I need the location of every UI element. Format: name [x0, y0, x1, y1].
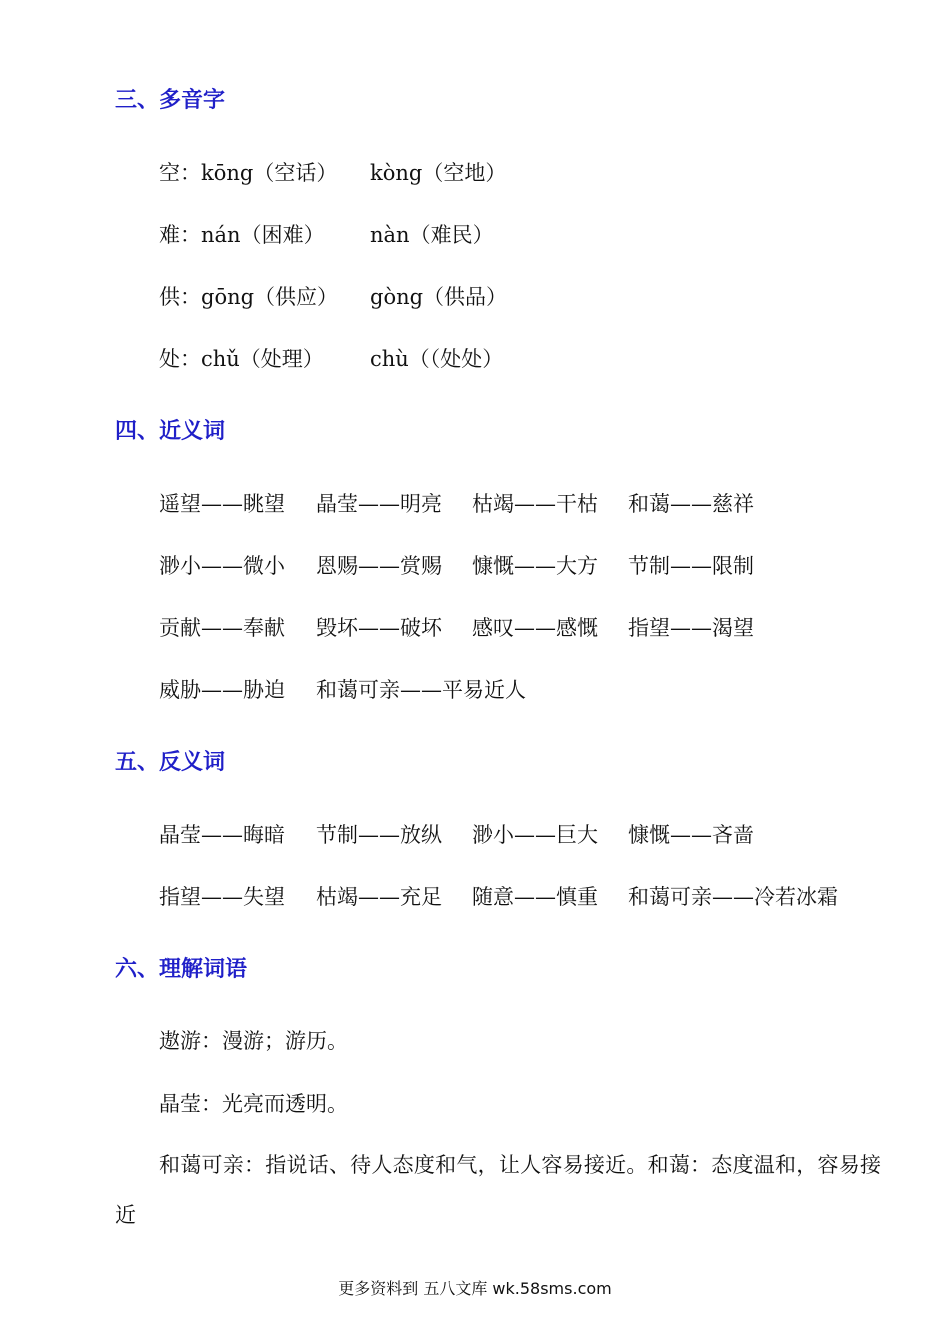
definition-item: 遨游：漫游；游历。	[159, 1029, 348, 1053]
antonym-pair: 随意——慎重	[472, 885, 598, 909]
synonym-pair: 和蔼可亲——平易近人	[316, 678, 526, 702]
antonym-pair: 渺小——巨大	[472, 823, 598, 847]
section-heading-polyphonic: 三、多音字	[115, 88, 226, 113]
section-heading-antonyms: 五、反义词	[115, 750, 226, 775]
synonym-pair: 渺小——微小	[159, 554, 285, 578]
section-heading-understanding: 六、理解词语	[115, 957, 248, 982]
polyphonic-reading-1: 处：chǔ（处理）	[159, 347, 324, 371]
synonym-pair: 指望——渴望	[628, 616, 754, 640]
synonym-pair: 威胁——胁迫	[159, 678, 285, 702]
polyphonic-reading-1: 供：gōng（供应）	[159, 285, 339, 309]
synonym-pair: 晶莹——明亮	[316, 492, 442, 516]
synonym-pair: 节制——限制	[628, 554, 754, 578]
polyphonic-reading-2: kòng（空地）	[370, 161, 507, 185]
polyphonic-reading-2: gòng（供品）	[370, 285, 508, 309]
synonym-pair: 感叹——感慨	[472, 616, 598, 640]
synonym-pair: 毁坏——破坏	[316, 616, 442, 640]
antonym-pair: 枯竭——充足	[316, 885, 442, 909]
polyphonic-reading-2: chù（（处处）	[370, 347, 504, 371]
definition-paragraph: 和蔼可亲：指说话、待人态度和气，让人容易接近。和蔼：态度温和，容易接近	[115, 1153, 881, 1227]
synonym-pair: 恩赐——赏赐	[316, 554, 442, 578]
synonym-pair: 遥望——眺望	[159, 492, 285, 516]
antonym-pair: 节制——放纵	[316, 823, 442, 847]
synonym-pair: 贡献——奉献	[159, 616, 285, 640]
synonym-pair: 枯竭——干枯	[472, 492, 598, 516]
section-heading-synonyms: 四、近义词	[115, 419, 226, 444]
polyphonic-reading-2: nàn（难民）	[370, 223, 494, 247]
footer-watermark: 更多资料到 五八文库 wk.58sms.com	[338, 1279, 612, 1298]
antonym-pair: 和蔼可亲——冷若冰霜	[628, 885, 838, 909]
synonym-pair: 和蔼——慈祥	[628, 492, 754, 516]
definition-item: 晶莹：光亮而透明。	[159, 1092, 348, 1116]
synonym-pair: 慷慨——大方	[472, 554, 598, 578]
antonym-pair: 晶莹——晦暗	[159, 823, 285, 847]
antonym-pair: 指望——失望	[159, 885, 285, 909]
polyphonic-reading-1: 空：kōng（空话）	[159, 161, 338, 185]
antonym-pair: 慷慨——吝啬	[628, 823, 754, 847]
polyphonic-reading-1: 难：nán（困难）	[159, 223, 325, 247]
